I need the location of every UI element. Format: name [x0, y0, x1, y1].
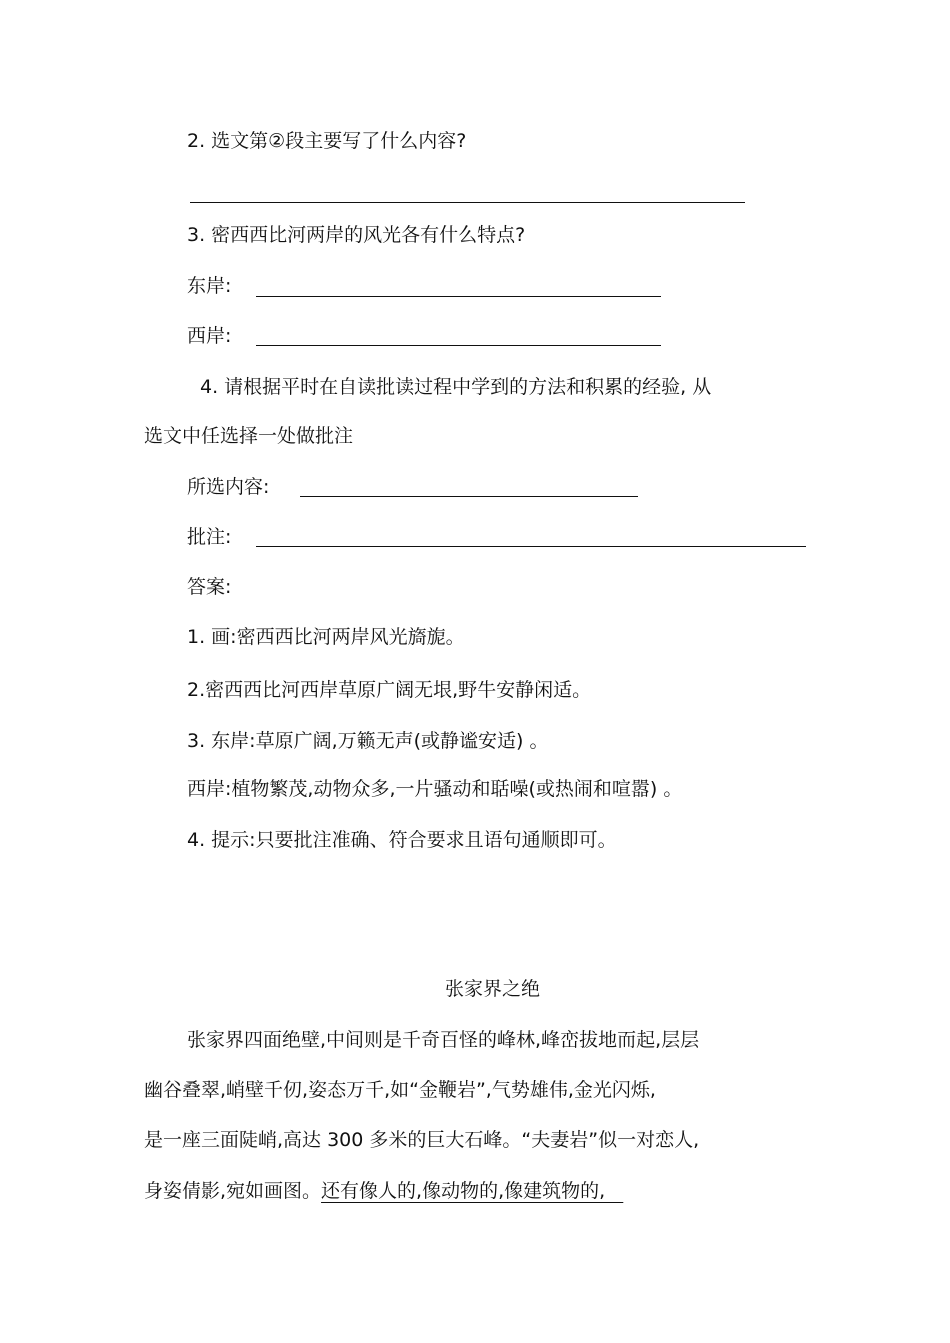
- answer-3-west: 西岸:植物繁茂,动物众多,一片骚动和聒噪(或热闹和喧嚣) 。: [187, 778, 683, 800]
- answer-4: 4. 提示:只要批注准确、符合要求且语句通顺即可。: [187, 829, 617, 851]
- answer-line-west-bank[interactable]: [256, 345, 661, 346]
- question-2: 2. 选文第②段主要写了什么内容?: [187, 130, 467, 152]
- answer-line-q2[interactable]: [190, 202, 745, 203]
- answer-2: 2.密西西比河西岸草原广阔无垠,野牛安静闲适。: [187, 679, 592, 701]
- passage-line-1: 张家界四面绝壁,中间则是千奇百怪的峰林,峰峦拔地而起,层层: [187, 1029, 700, 1051]
- question-4-line-1: 4. 请根据平时在自读批读过程中学到的方法和积累的经验, 从: [200, 376, 712, 398]
- passage-line-4: [144, 1178, 623, 1204]
- passage-line-3: 是一座三面陡峭,高达 300 多米的巨大石峰。“夫妻岩”似一对恋人,: [144, 1129, 700, 1151]
- passage-line-4-plain: 身姿倩影,宛如画图。: [144, 1180, 322, 1202]
- question-4-line-2: 选文中任选择一处做批注: [144, 425, 354, 447]
- answer-3-east: 3. 东岸:草原广阔,万籁无声(或静谧安适) 。: [187, 730, 549, 752]
- passage-title: 张家界之绝: [444, 978, 540, 1000]
- answer-line-selected-content[interactable]: [300, 496, 638, 497]
- answers-heading: 答案:: [187, 576, 232, 598]
- question-3: 3. 密西西比河两岸的风光各有什么特点?: [187, 224, 526, 246]
- west-bank-label: 西岸:: [187, 325, 232, 347]
- passage-line-2: 幽谷叠翠,峭壁千仞,姿态万千,如“金鞭岩”,气势雄伟,金光闪烁,: [144, 1079, 656, 1101]
- annotation-label: 批注:: [187, 526, 232, 548]
- answer-1: 1. 画:密西西比河两岸风光旖旎。: [187, 626, 465, 648]
- answer-line-annotation[interactable]: [256, 546, 806, 547]
- east-bank-label: 东岸:: [187, 275, 232, 297]
- selected-content-label: 所选内容:: [187, 476, 270, 498]
- passage-line-4-underlined: 还有像人的,像动物的,像建筑物的,: [321, 1180, 624, 1202]
- answer-line-east-bank[interactable]: [256, 296, 661, 297]
